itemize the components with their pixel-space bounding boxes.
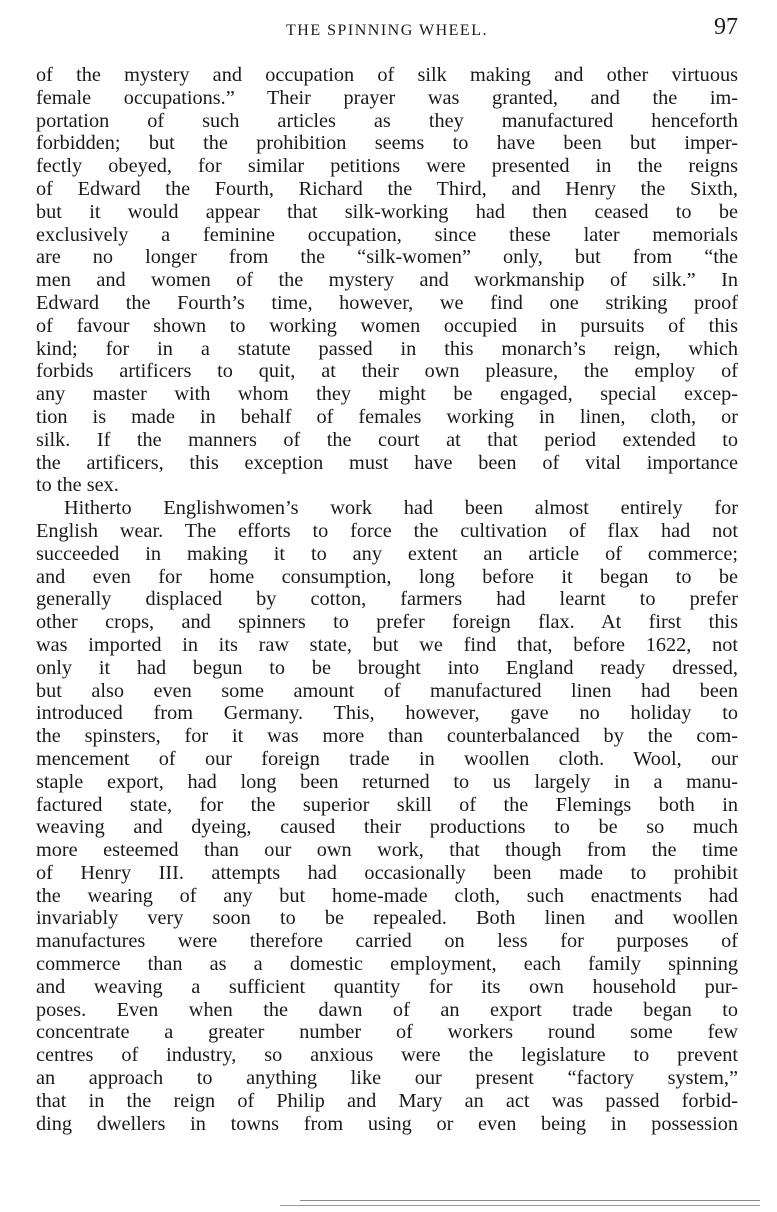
text-line: fectly obeyed, for similar petitions were presented in the reigns [36, 155, 738, 178]
text-line: female occupations.” Their prayer was granted, and the im- [36, 86, 738, 109]
text-line: generally displaced by cotton, farmers had learnt to prefer [36, 588, 738, 611]
page-number: 97 [714, 14, 738, 40]
text-line: the spinsters, for it was more than counterbalanced by the com- [36, 725, 738, 748]
text-line: any master with whom they might be engaged, special excep- [36, 383, 738, 406]
text-line: weaving and dyeing, caused their productions to be so much [36, 816, 738, 839]
text-line: that in the reign of Philip and Mary an act was passed forbid- [36, 1089, 738, 1112]
text-line: and even for home consumption, long before it began to be [36, 565, 738, 588]
text-line: English wear. The efforts to force the cultivation of flax had not [36, 519, 738, 542]
text-line: silk. If the manners of the court at that period extended to [36, 428, 738, 451]
text-line: only it had begun to be brought into England ready dressed, [36, 656, 738, 679]
text-line: kind; for in a statute passed in this monarch’s reign, which [36, 337, 738, 360]
paragraph-end-line: to the sex. [36, 474, 119, 497]
text-line: forbidden; but the prohibition seems to have been but imper- [36, 132, 738, 155]
text-line: and weaving a sufficient quantity for its own household pur- [36, 975, 738, 998]
text-line: invariably very soon to be repealed. Both linen and woollen [36, 907, 738, 930]
paragraph-first-line: Hitherto Englishwomen’s work had been almost entirely for [64, 497, 738, 520]
text-line: are no longer from the “silk-women” only, but from “the [36, 246, 738, 269]
text-line: the artificers, this exception must have been of vital importance [36, 451, 738, 474]
text-line: was imported in its raw state, but we find that, before 1622, not [36, 633, 738, 656]
text-line: forbids artificers to quit, at their own pleasure, the employ of [36, 360, 738, 383]
text-line: of Edward the Fourth, Richard the Third, and Henry the Sixth, [36, 177, 738, 200]
footer-rule [280, 1205, 760, 1206]
text-line: introduced from Germany. This, however, gave no holiday to [36, 702, 738, 725]
text-line: the wearing of any but home-made cloth, such enactments had [36, 884, 738, 907]
footer-rule [300, 1200, 760, 1201]
text-line: of the mystery and occupation of silk making and other virtuous [36, 64, 738, 86]
text-line: concentrate a greater number of workers round some few [36, 1021, 738, 1044]
text-line: men and women of the mystery and workmanship of silk.” In [36, 269, 738, 292]
text-line: but it would appear that silk-working had then ceased to be [36, 200, 738, 223]
text-line: of favour shown to working women occupied in pursuits of this [36, 314, 738, 337]
text-line: poses. Even when the dawn of an export trade began to [36, 998, 738, 1021]
text-line: factured state, for the superior skill of the Flemings both in [36, 793, 738, 816]
text-line: portation of such articles as they manufactured henceforth [36, 109, 738, 132]
body-text [36, 64, 738, 1135]
text-line: but also even some amount of manufactured linen had been [36, 679, 738, 702]
text-line: exclusively a feminine occupation, since these later memorials [36, 223, 738, 246]
text-line: ding dwellers in towns from using or even being in possession [36, 1112, 738, 1135]
text-line: of Henry III. attempts had occasionally been made to prohibit [36, 861, 738, 884]
text-line: Edward the Fourth’s time, however, we find one striking proof [36, 291, 738, 314]
running-title: THE SPINNING WHEEL. [286, 22, 488, 39]
text-line: commerce than as a domestic employment, each family spinning [36, 953, 738, 976]
text-line: manufactures were therefore carried on less for purposes of [36, 930, 738, 953]
text-line: more esteemed than our own work, that though from the time [36, 839, 738, 862]
text-line: mencement of our foreign trade in woollen cloth. Wool, our [36, 747, 738, 770]
text-line: an approach to anything like our present “factory system,” [36, 1067, 738, 1090]
text-line: succeeded in making it to any extent an article of commerce; [36, 542, 738, 565]
running-head [36, 14, 738, 44]
text-line: other crops, and spinners to prefer foreign flax. At first this [36, 611, 738, 634]
text-line: staple export, had long been returned to us largely in a manu- [36, 770, 738, 793]
text-line: centres of industry, so anxious were the legislature to prevent [36, 1044, 738, 1067]
text-line: tion is made in behalf of females working in linen, cloth, or [36, 405, 738, 428]
